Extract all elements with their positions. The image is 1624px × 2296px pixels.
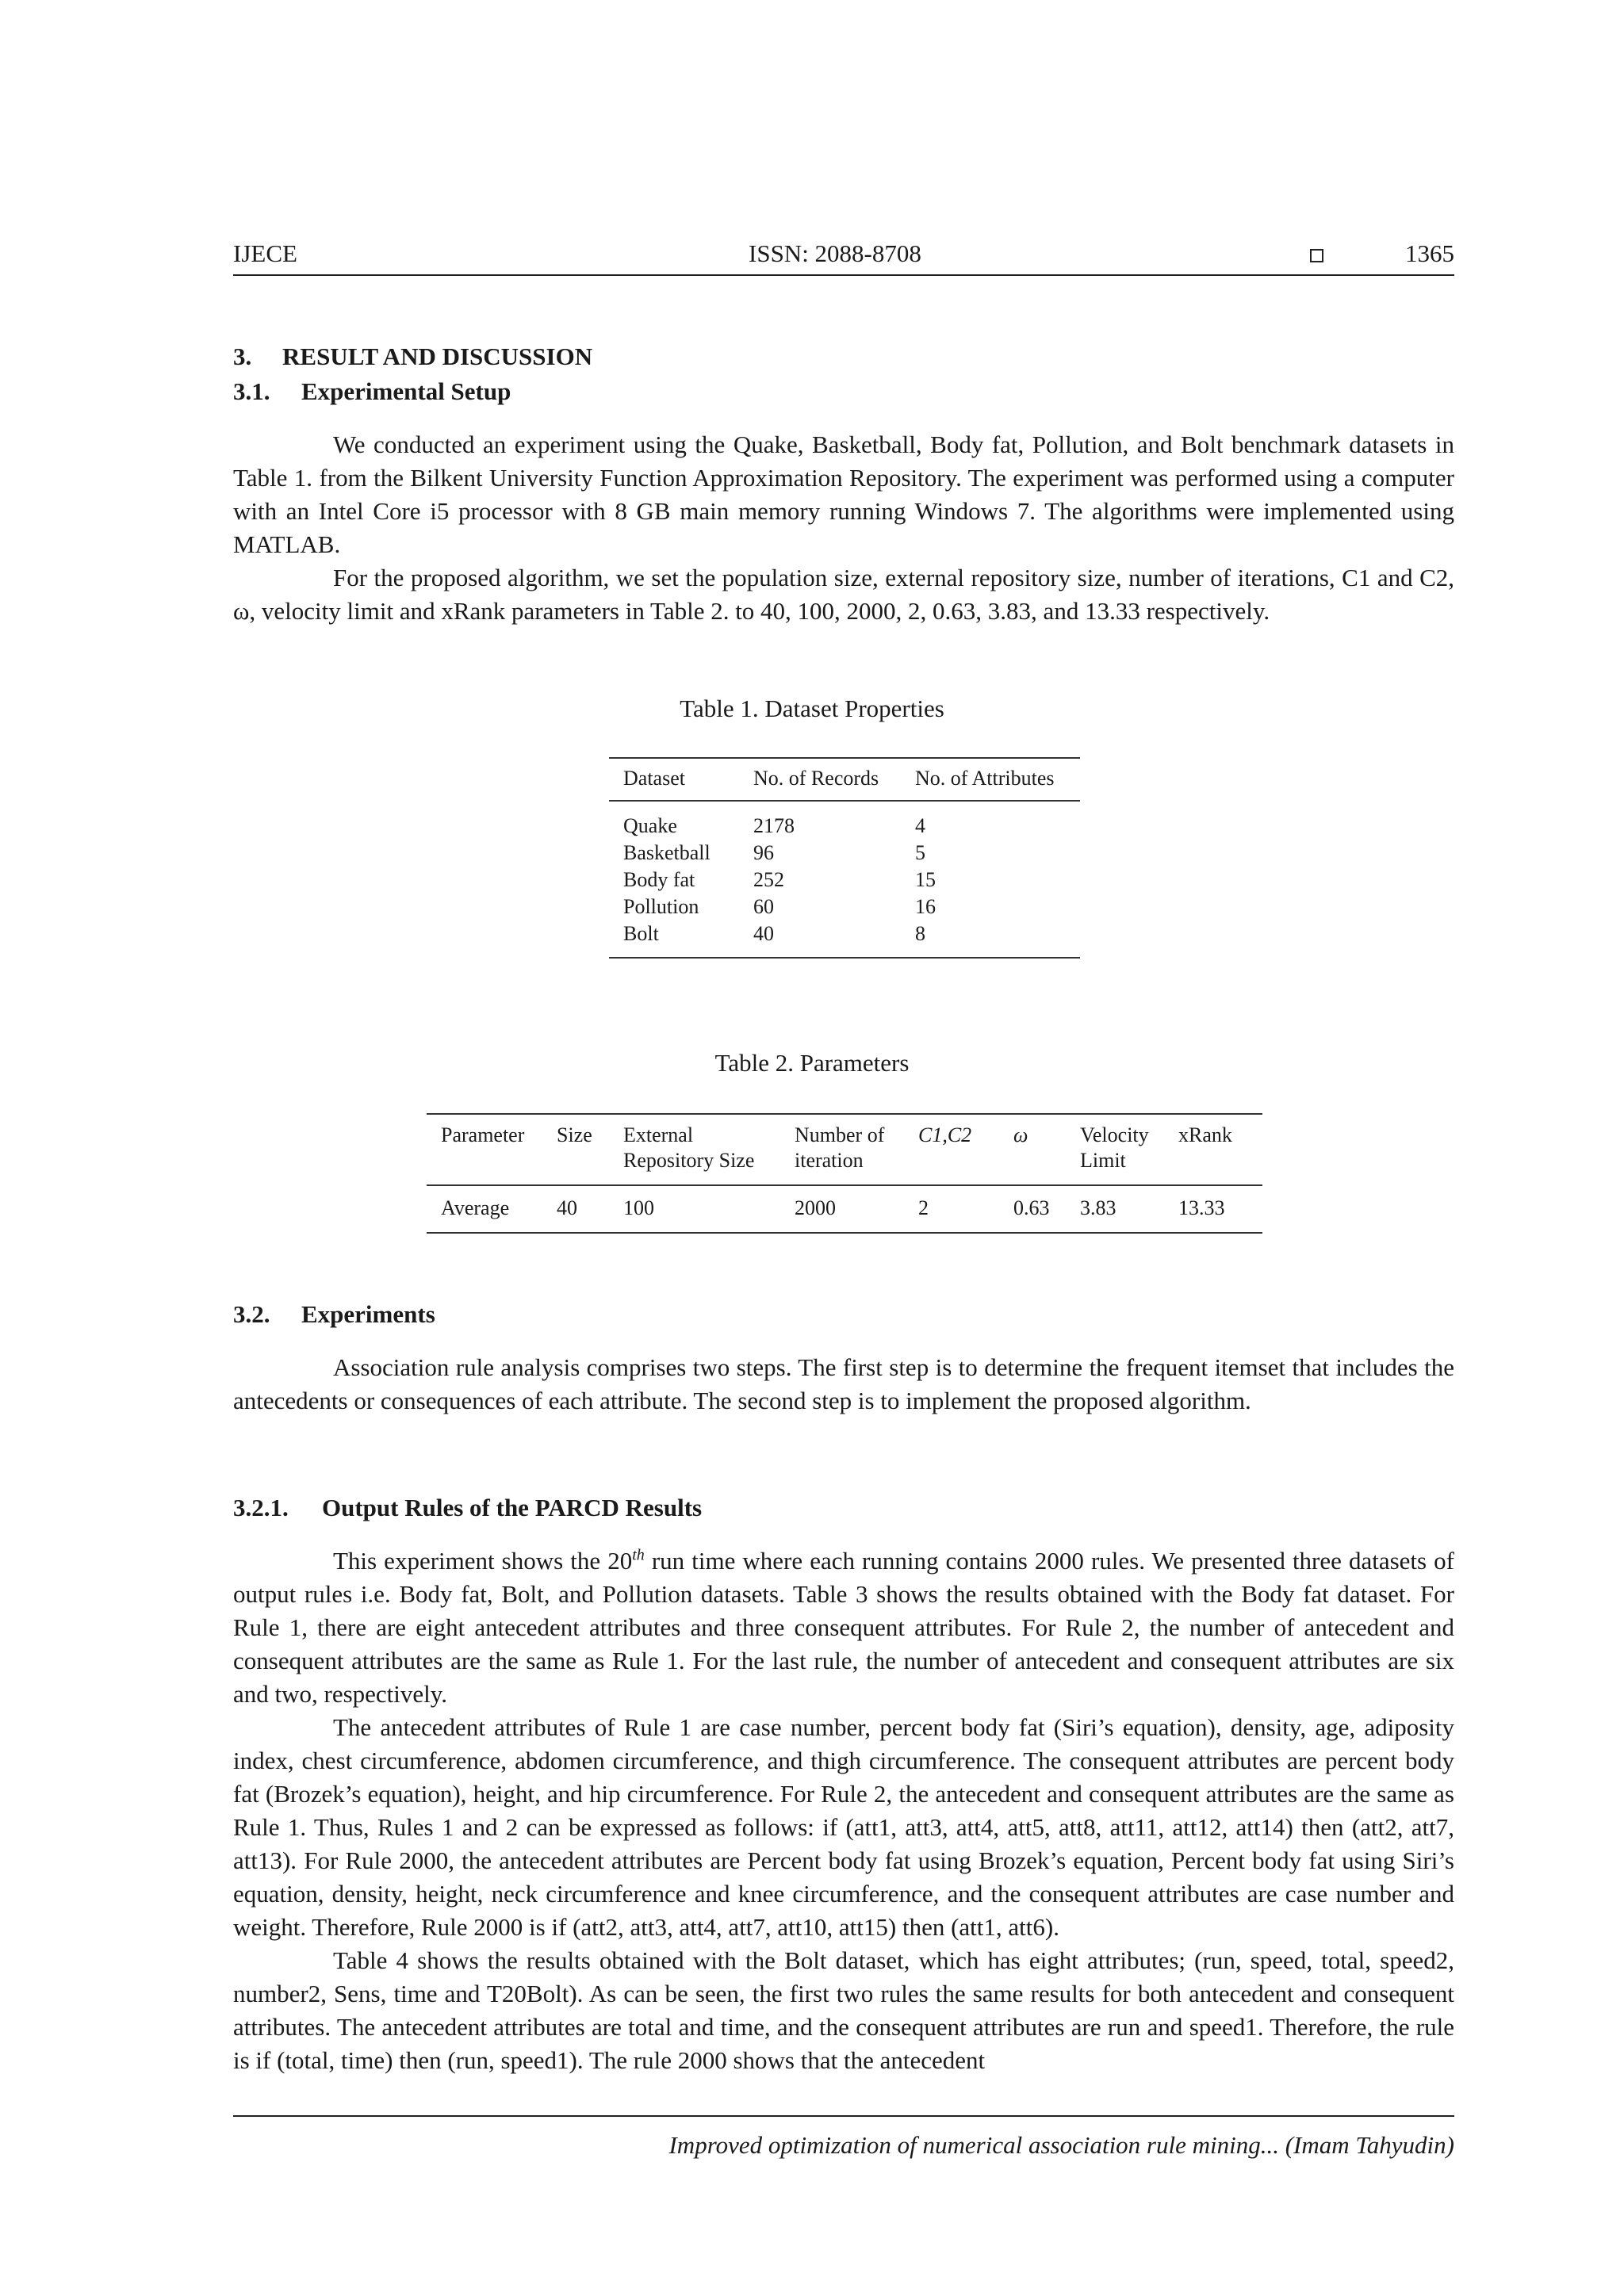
section-heading-3-2-1: 3.2.1. Output Rules of the PARCD Results bbox=[233, 1494, 703, 1521]
table-row bbox=[609, 894, 1080, 920]
section-heading-3-1: 3.1. Experimental Setup bbox=[233, 377, 511, 405]
table-row bbox=[609, 867, 1080, 894]
table-row bbox=[609, 920, 1080, 958]
table-cell: Bolt bbox=[609, 920, 739, 958]
table-header: External Repository Size bbox=[609, 1114, 780, 1185]
paragraph-experiment: We conducted an experiment using the Quake, Basketball, Body fat, Pollution, and Bolt benchmark datasets in Table 1. from the Bilkent University Function Approximation Repository. The experiment was performed using a computer with an Intel Core i5 processor with 8 GB main memory running Windows 7. The algorithms were implemented using MATLAB. bbox=[233, 430, 1454, 558]
paragraph-run-time: This experiment shows the 20th run time where each running contains 2000 rules. We presented three datasets of output rules i.e. Body fat, Bolt, and Pollution datasets. Table 3 shows the results obtained with the Body fat dataset. For Rule 1, there are eight antecedent attributes and three consequent attributes. For Rule 2, the number of antecedent and consequent attributes are the same as Rule 1. For the last rule, the number of antecedent and consequent attributes are six and two, respectively. bbox=[233, 1546, 1454, 1708]
table-row bbox=[609, 840, 1080, 867]
dataset-table bbox=[609, 757, 1080, 959]
paragraph-body-fat: The antecedent attributes of Rule 1 are case number, percent body fat (Siri’s equation), density, age, adiposity index, chest circumference, abdomen circumference, and thigh circumference. The consequent attributes are percent body fat (Brozek’s equation), height, and hip circumference. For Rule 2, the antecedent and consequent attributes are the same as Rule 1. Thus, Rules 1 and 2 can be expressed as follows: if (att1, att3, att4, att5, att8, att11, att12, att14) then (att2, att7, att13). For Rule 2000, the antecedent attributes are Percent body fat using Brozek’s equation, Percent body fat using Siri’s equation, density, height, neck circumference and knee circumference, and the consequent attributes are case number and weight. Therefore, Rule 2000 is if (att2, att3, att4, att7, att10, att15) then (att1, att6). bbox=[233, 1713, 1454, 1941]
table-cell: 40 bbox=[739, 920, 901, 958]
table-cell: 4 bbox=[915, 814, 925, 837]
table-cell: 2000 bbox=[780, 1185, 904, 1233]
table-cell: Body fat bbox=[623, 868, 695, 891]
table-cell: 13.33 bbox=[1164, 1185, 1262, 1233]
table-cell: 0.63 bbox=[999, 1185, 1066, 1233]
table-cell: Average bbox=[427, 1185, 542, 1233]
results-paragraphs bbox=[233, 1544, 1454, 2077]
footer-text: Improved optimization of numerical association rule mining... (Imam Tahyudin) bbox=[668, 2131, 1454, 2159]
paragraph-parameters: For the proposed algorithm, we set the population size, external repository size, number of iterations, C1 and C2, ω, velocity limit and xRank parameters in Table 2. to 40, 100, 2000, 2, 0.63, 3.83, and 13.33 respectively. bbox=[233, 564, 1454, 625]
intro-paragraphs bbox=[233, 428, 1454, 628]
table-cell: 5 bbox=[915, 841, 925, 864]
table-cell: 2178 bbox=[753, 814, 795, 837]
table-header: ω bbox=[999, 1114, 1066, 1185]
table-header: No. of Records bbox=[753, 767, 879, 790]
page-number: 1365 bbox=[1405, 239, 1454, 267]
table-cell: 8 bbox=[901, 920, 1080, 958]
table-header: xRank bbox=[1164, 1114, 1262, 1185]
table-row bbox=[427, 1185, 1262, 1233]
table-cell: 2 bbox=[904, 1185, 999, 1233]
table-cell: 40 bbox=[542, 1185, 609, 1233]
parameters-table bbox=[427, 1113, 1262, 1234]
table-header: C1,C2 bbox=[904, 1114, 999, 1185]
table-header: Dataset bbox=[623, 767, 685, 790]
section-heading-3: 3. RESULT AND DISCUSSION bbox=[233, 342, 593, 370]
table-row bbox=[609, 801, 1080, 840]
table1-caption: Table 1. Dataset Properties bbox=[680, 695, 944, 722]
table-cell: 60 bbox=[753, 895, 774, 918]
table-cell: 3.83 bbox=[1066, 1185, 1164, 1233]
table-cell: 252 bbox=[753, 868, 784, 891]
table-header: Velocity Limit bbox=[1066, 1114, 1164, 1185]
issn: ISSN: 2088-8708 bbox=[749, 239, 921, 267]
table-cell: 15 bbox=[915, 868, 936, 891]
paragraph-bolt: Table 4 shows the results obtained with the Bolt dataset, which has eight attributes; (run, speed, total, speed2, number2, Sens, time and T20Bolt). As can be seen, the first two rules the same results for both antecedent and consequent attributes. The antecedent attributes are total and time, and the consequent attributes are run and speed1. Therefore, the rule is if (total, time) then (run, speed1). The rule 2000 shows that the antecedent bbox=[233, 1946, 1454, 2074]
section-heading-3-2: 3.2. Experiments bbox=[233, 1300, 435, 1328]
square-icon bbox=[1310, 249, 1323, 262]
table-header: Parameter bbox=[427, 1114, 542, 1185]
table-header: Size bbox=[542, 1114, 609, 1185]
running-header bbox=[233, 236, 1454, 276]
experiments-paragraph-block bbox=[233, 1351, 1454, 1418]
table-cell: 16 bbox=[915, 895, 936, 918]
table-header: Number of iteration bbox=[780, 1114, 904, 1185]
table-cell: Basketball bbox=[623, 841, 710, 864]
journal-name: IJECE bbox=[233, 239, 297, 267]
table2-caption: Table 2. Parameters bbox=[714, 1049, 910, 1077]
table-header: No. of Attributes bbox=[915, 767, 1055, 790]
table-cell: Pollution bbox=[623, 895, 699, 918]
paragraph-steps: Association rule analysis comprises two steps. The first step is to determine the frequent itemset that includes the antecedents or consequences of each attribute. The second step is to implement the proposed algorithm. bbox=[233, 1353, 1454, 1414]
footer-rule bbox=[233, 2115, 1454, 2117]
table-cell: Quake bbox=[623, 814, 677, 837]
table-cell: 100 bbox=[609, 1185, 780, 1233]
table-cell: 96 bbox=[753, 841, 774, 864]
